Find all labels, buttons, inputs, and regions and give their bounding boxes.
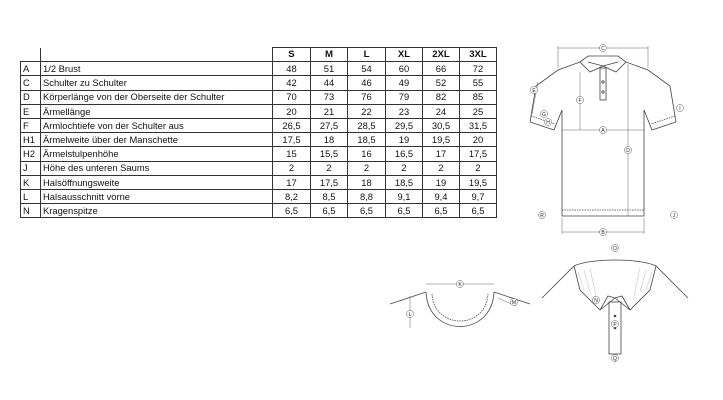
measurement-code: H1 [21,133,41,147]
measurement-value: 73 [311,90,348,104]
size-header: XL [386,48,423,62]
measurement-value: 19,5 [460,175,497,189]
measurement-value: 18 [311,133,348,147]
measurement-value: 27,5 [311,118,348,132]
table-row [21,204,497,218]
measurement-value: 60 [386,62,423,76]
table-row [21,175,497,189]
measurement-value: 20 [273,104,311,118]
label-b: B [601,229,605,236]
table-row [21,147,497,161]
measurement-value: 9,7 [460,189,497,203]
corner-cell [21,48,41,62]
measurement-label: Schulter zu Schulter [41,76,273,90]
table-row [21,118,497,132]
measurement-value: 19,5 [423,133,460,147]
measurement-value: 8,8 [348,189,386,203]
measurement-value: 23 [386,104,423,118]
measurement-value: 17,5 [311,175,348,189]
measurement-value: 30,5 [423,118,460,132]
measurement-value: 9,1 [386,189,423,203]
measurement-value: 2 [348,161,386,175]
label-l: L [408,311,412,318]
label-c: C [601,45,605,52]
table-row [21,161,497,175]
measurement-value: 6,5 [273,204,311,218]
measurement-value: 21 [311,104,348,118]
measurement-value: 20 [460,133,497,147]
measurement-value: 6,5 [460,204,497,218]
measurement-value: 29,5 [386,118,423,132]
measurement-value: 18,5 [386,175,423,189]
measurement-label: Ärmelstulpenhöhe [41,147,273,161]
measurement-value: 31,5 [460,118,497,132]
collar-diagram [540,240,690,365]
measurement-value: 8,2 [273,189,311,203]
label-i: I [679,105,681,112]
table-row [21,76,497,90]
measurement-value: 2 [386,161,423,175]
measurement-value: 70 [273,90,311,104]
measurement-value: 49 [386,76,423,90]
label-h: H [546,119,550,126]
measurement-value: 17,5 [460,147,497,161]
measurement-value: 6,5 [386,204,423,218]
measurement-code: L [21,189,41,203]
measurement-code: A [21,62,41,76]
label-d: D [626,147,630,154]
size-header: M [311,48,348,62]
measurement-value: 55 [460,76,497,90]
label-g: G [542,111,546,118]
measurement-value: 26,5 [273,118,311,132]
measurement-value: 25 [460,104,497,118]
measurement-label: 1/2 Brust [41,62,273,76]
table-row [21,62,497,76]
measurement-label: Halsausschnitt vorne [41,189,273,203]
size-header: 2XL [423,48,460,62]
measurement-label: Körperlänge von der Oberseite der Schulter [41,90,273,104]
label-q: Q [613,355,617,362]
measurement-value: 66 [423,62,460,76]
label-n: N [594,297,598,304]
measurement-value: 52 [423,76,460,90]
measurement-value: 19 [423,175,460,189]
measurement-value: 6,5 [423,204,460,218]
measurement-value: 17,5 [273,133,311,147]
size-header-row [21,48,497,62]
measurement-value: 82 [423,90,460,104]
measurement-label: Höhe des unteren Saums [41,161,273,175]
table-row [21,90,497,104]
measurement-value: 15 [273,147,311,161]
measurement-value: 19 [386,133,423,147]
label-k: K [458,281,462,288]
measurement-value: 17 [423,147,460,161]
measurement-value: 6,5 [311,204,348,218]
size-chart-table [20,47,497,218]
measurement-value: 76 [348,90,386,104]
table-row [21,133,497,147]
measurement-value: 46 [348,76,386,90]
measurement-label: Ärmellänge [41,104,273,118]
measurement-label: Halsöffnungsweite [41,175,273,189]
corner-cell [41,48,273,62]
measurement-value: 44 [311,76,348,90]
label-o: O [613,245,617,252]
size-header: S [273,48,311,62]
measurement-value: 79 [386,90,423,104]
measurement-value: 2 [311,161,348,175]
measurement-value: 85 [460,90,497,104]
measurement-value: 72 [460,62,497,76]
label-a: A [601,127,605,134]
measurement-value: 17 [273,175,311,189]
measurement-value: 18 [348,175,386,189]
measurement-code: D [21,90,41,104]
measurement-code: K [21,175,41,189]
measurement-label: Ärmelweite über der Manschette [41,133,273,147]
measurement-code: J [21,161,41,175]
measurement-code: F [21,118,41,132]
measurement-value: 42 [273,76,311,90]
measurement-code: N [21,204,41,218]
measurement-code: E [21,104,41,118]
table-row [21,189,497,203]
label-m: M [511,299,517,306]
label-p: P [613,321,617,328]
measurement-value: 16 [348,147,386,161]
measurement-value: 2 [460,161,497,175]
measurement-label: Armlochtiefe von der Schulter aus [41,118,273,132]
measurement-value: 54 [348,62,386,76]
label-e: E [532,87,536,94]
label-r: R [540,212,544,219]
measurement-code: C [21,76,41,90]
measurement-code: H2 [21,147,41,161]
measurement-value: 48 [273,62,311,76]
measurement-value: 15,5 [311,147,348,161]
measurement-value: 28,5 [348,118,386,132]
measurement-label: Kragenspitze [41,204,273,218]
polo-shirt-diagram [518,38,688,243]
measurement-value: 22 [348,104,386,118]
measurement-value: 6,5 [348,204,386,218]
size-header: 3XL [460,48,497,62]
measurement-value: 18,5 [348,133,386,147]
label-f: F [578,97,582,104]
measurement-value: 16,5 [386,147,423,161]
label-j: J [672,212,676,219]
measurement-value: 24 [423,104,460,118]
measurement-value: 9,4 [423,189,460,203]
table-row [21,104,497,118]
measurement-value: 8,5 [311,189,348,203]
size-table-body [21,62,497,218]
neckline-diagram [388,276,533,351]
measurement-value: 2 [273,161,311,175]
size-header: L [348,48,386,62]
measurement-value: 51 [311,62,348,76]
measurement-value: 2 [423,161,460,175]
